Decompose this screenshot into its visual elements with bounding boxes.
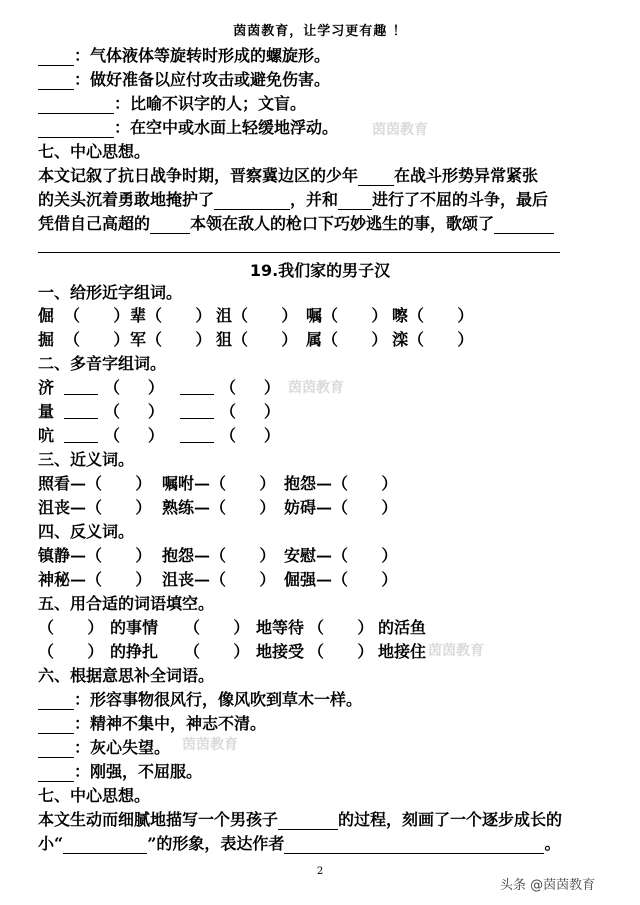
page-number: 2 xyxy=(316,866,324,877)
section-heading: 七、中心思想。 xyxy=(38,786,151,805)
definition-4: ：刚强，不屈服。 xyxy=(38,762,608,782)
answer-blank[interactable] xyxy=(150,217,190,234)
answer-blank[interactable] xyxy=(38,97,114,114)
answer-blank[interactable] xyxy=(64,426,98,443)
watermark: 茵茵教育 xyxy=(372,122,428,138)
summary-line-2: 的关头沉着勇敢地掩护了 ，并和 进行了不屈的斗争，最后 xyxy=(38,190,549,209)
answer-blank[interactable] xyxy=(278,813,338,830)
answer-blank[interactable] xyxy=(38,49,74,66)
divider xyxy=(38,252,560,253)
section-heading: 七、中心思想。 xyxy=(38,142,151,161)
section-heading: 五、用合适的词语填空。 xyxy=(38,594,215,613)
answer-blank[interactable] xyxy=(338,193,372,210)
answer-blank[interactable] xyxy=(38,741,74,758)
answer-blank[interactable] xyxy=(180,426,214,443)
answer-blank[interactable] xyxy=(180,378,214,395)
watermark: 茵茵教育 xyxy=(288,380,344,396)
answer-blank[interactable] xyxy=(63,837,147,854)
answer-blank[interactable] xyxy=(284,837,544,854)
answer-blank[interactable] xyxy=(64,402,98,419)
definition-4: ：在空中或水面上轻缓地浮动。 xyxy=(38,118,608,138)
answer-blank[interactable] xyxy=(358,169,394,186)
worksheet-page: 茵茵教育，让学习更有趣 ！ ：气体液体等旋转时形成的螺旋形。 ：做好准备以应付攻击或避免伤害。 ：比喻不识字的人；文盲。 ：在空中或水面上轻缓地浮动。 茵茵教育 七、中心思想。 本文记叙了抗日战争时期，晋察冀边区的少年 在战斗形势异常紧张 的关头沉着勇敢地掩护了 ，并和 进行了不屈的斗争，最后 凭借自己高超的 本领在敌人的枪口下巧妙逃生的事，歌颂了 19.我们家的男子汉 一、给形近字组词。 倔 （ ） 辈 （ ） 沮 （ ） 嘱 （ ） 嚓 （ ） 掘 （ ） 军 （ ） 狙 （ ） 属 （ ） 滦 （ ） 二、多音字组词。 济 （ ） （ ） 茵茵教育 量 （ ） （ ） 吭 （ ） （ ） 三、近义词。 照看— （ ） 嘱咐— （ ） 抱怨— （ ） 沮丧— （ ） 熟练— （ ） 妨碍— （ ） 四、反义词。 镇静— （ ） 抱怨— （ ） 安慰— （ ） 神秘— （ ） 沮丧— （ ） 倔强— （ ） 五、用合适的词语填空。 （ ） 的事情 （ ） 地等待 （ ） 的活鱼 （ ） 的挣扎 （ ） 地接受 （ ） 地接住 茵茵教育 六、根据意思补全词语。 ：形容事物很风行，像风吹到草木一样。 ：精神不集中，神志不清。 ：灰心失望。 茵茵教育 ：刚强，不屈服。 七、中心思想。 本文生动而细腻地描写一个男孩子 的过程，刻画了一个逐步成长的 小“ ”的形象，表达作者 。 2 头条 @茵茵教育 xyxy=(0,0,640,905)
answer-blank[interactable] xyxy=(494,217,554,234)
answer-blank[interactable] xyxy=(38,121,114,138)
watermark: 茵茵教育 xyxy=(182,737,238,753)
definition-2: ：做好准备以应付攻击或避免伤害。 xyxy=(38,70,608,90)
answer-blank[interactable] xyxy=(64,378,98,395)
definition-3: ：灰心失望。 xyxy=(38,738,608,758)
summary-line-2: 小“ ”的形象，表达作者 。 xyxy=(38,834,561,853)
section-heading: 四、反义词。 xyxy=(38,522,135,541)
section-heading: 三、近义词。 xyxy=(38,450,135,469)
definition-1: ：形容事物很风行，像风吹到草木一样。 xyxy=(38,690,608,710)
brand-watermark: 头条 @茵茵教育 xyxy=(500,878,596,893)
answer-blank[interactable] xyxy=(180,402,214,419)
section-heading: 六、根据意思补全词语。 xyxy=(38,666,215,685)
summary-line-1: 本文记叙了抗日战争时期，晋察冀边区的少年 在战斗形势异常紧张 xyxy=(38,166,539,185)
answer-blank[interactable] xyxy=(38,717,74,734)
definition-3: ：比喻不识字的人；文盲。 xyxy=(38,94,608,114)
summary-line-3: 凭借自己高超的 本领在敌人的枪口下巧妙逃生的事，歌颂了 xyxy=(38,214,608,234)
answer-blank[interactable] xyxy=(214,193,290,210)
section-heading: 一、给形近字组词。 xyxy=(38,283,183,302)
lesson-title: 19.我们家的男子汉 xyxy=(249,261,391,280)
answer-blank[interactable] xyxy=(38,73,74,90)
summary-line-1: 本文生动而细腻地描写一个男孩子 的过程，刻画了一个逐步成长的 xyxy=(38,810,563,829)
section-heading: 二、多音字组词。 xyxy=(38,354,167,373)
answer-blank[interactable] xyxy=(38,765,74,782)
definition-2: ：精神不集中，神志不清。 xyxy=(38,714,608,734)
watermark: 茵茵教育 xyxy=(428,643,484,659)
answer-blank[interactable] xyxy=(38,693,74,710)
definition-1: ：气体液体等旋转时形成的螺旋形。 xyxy=(38,46,608,66)
page-header: 茵茵教育，让学习更有趣 ！ xyxy=(233,24,407,39)
